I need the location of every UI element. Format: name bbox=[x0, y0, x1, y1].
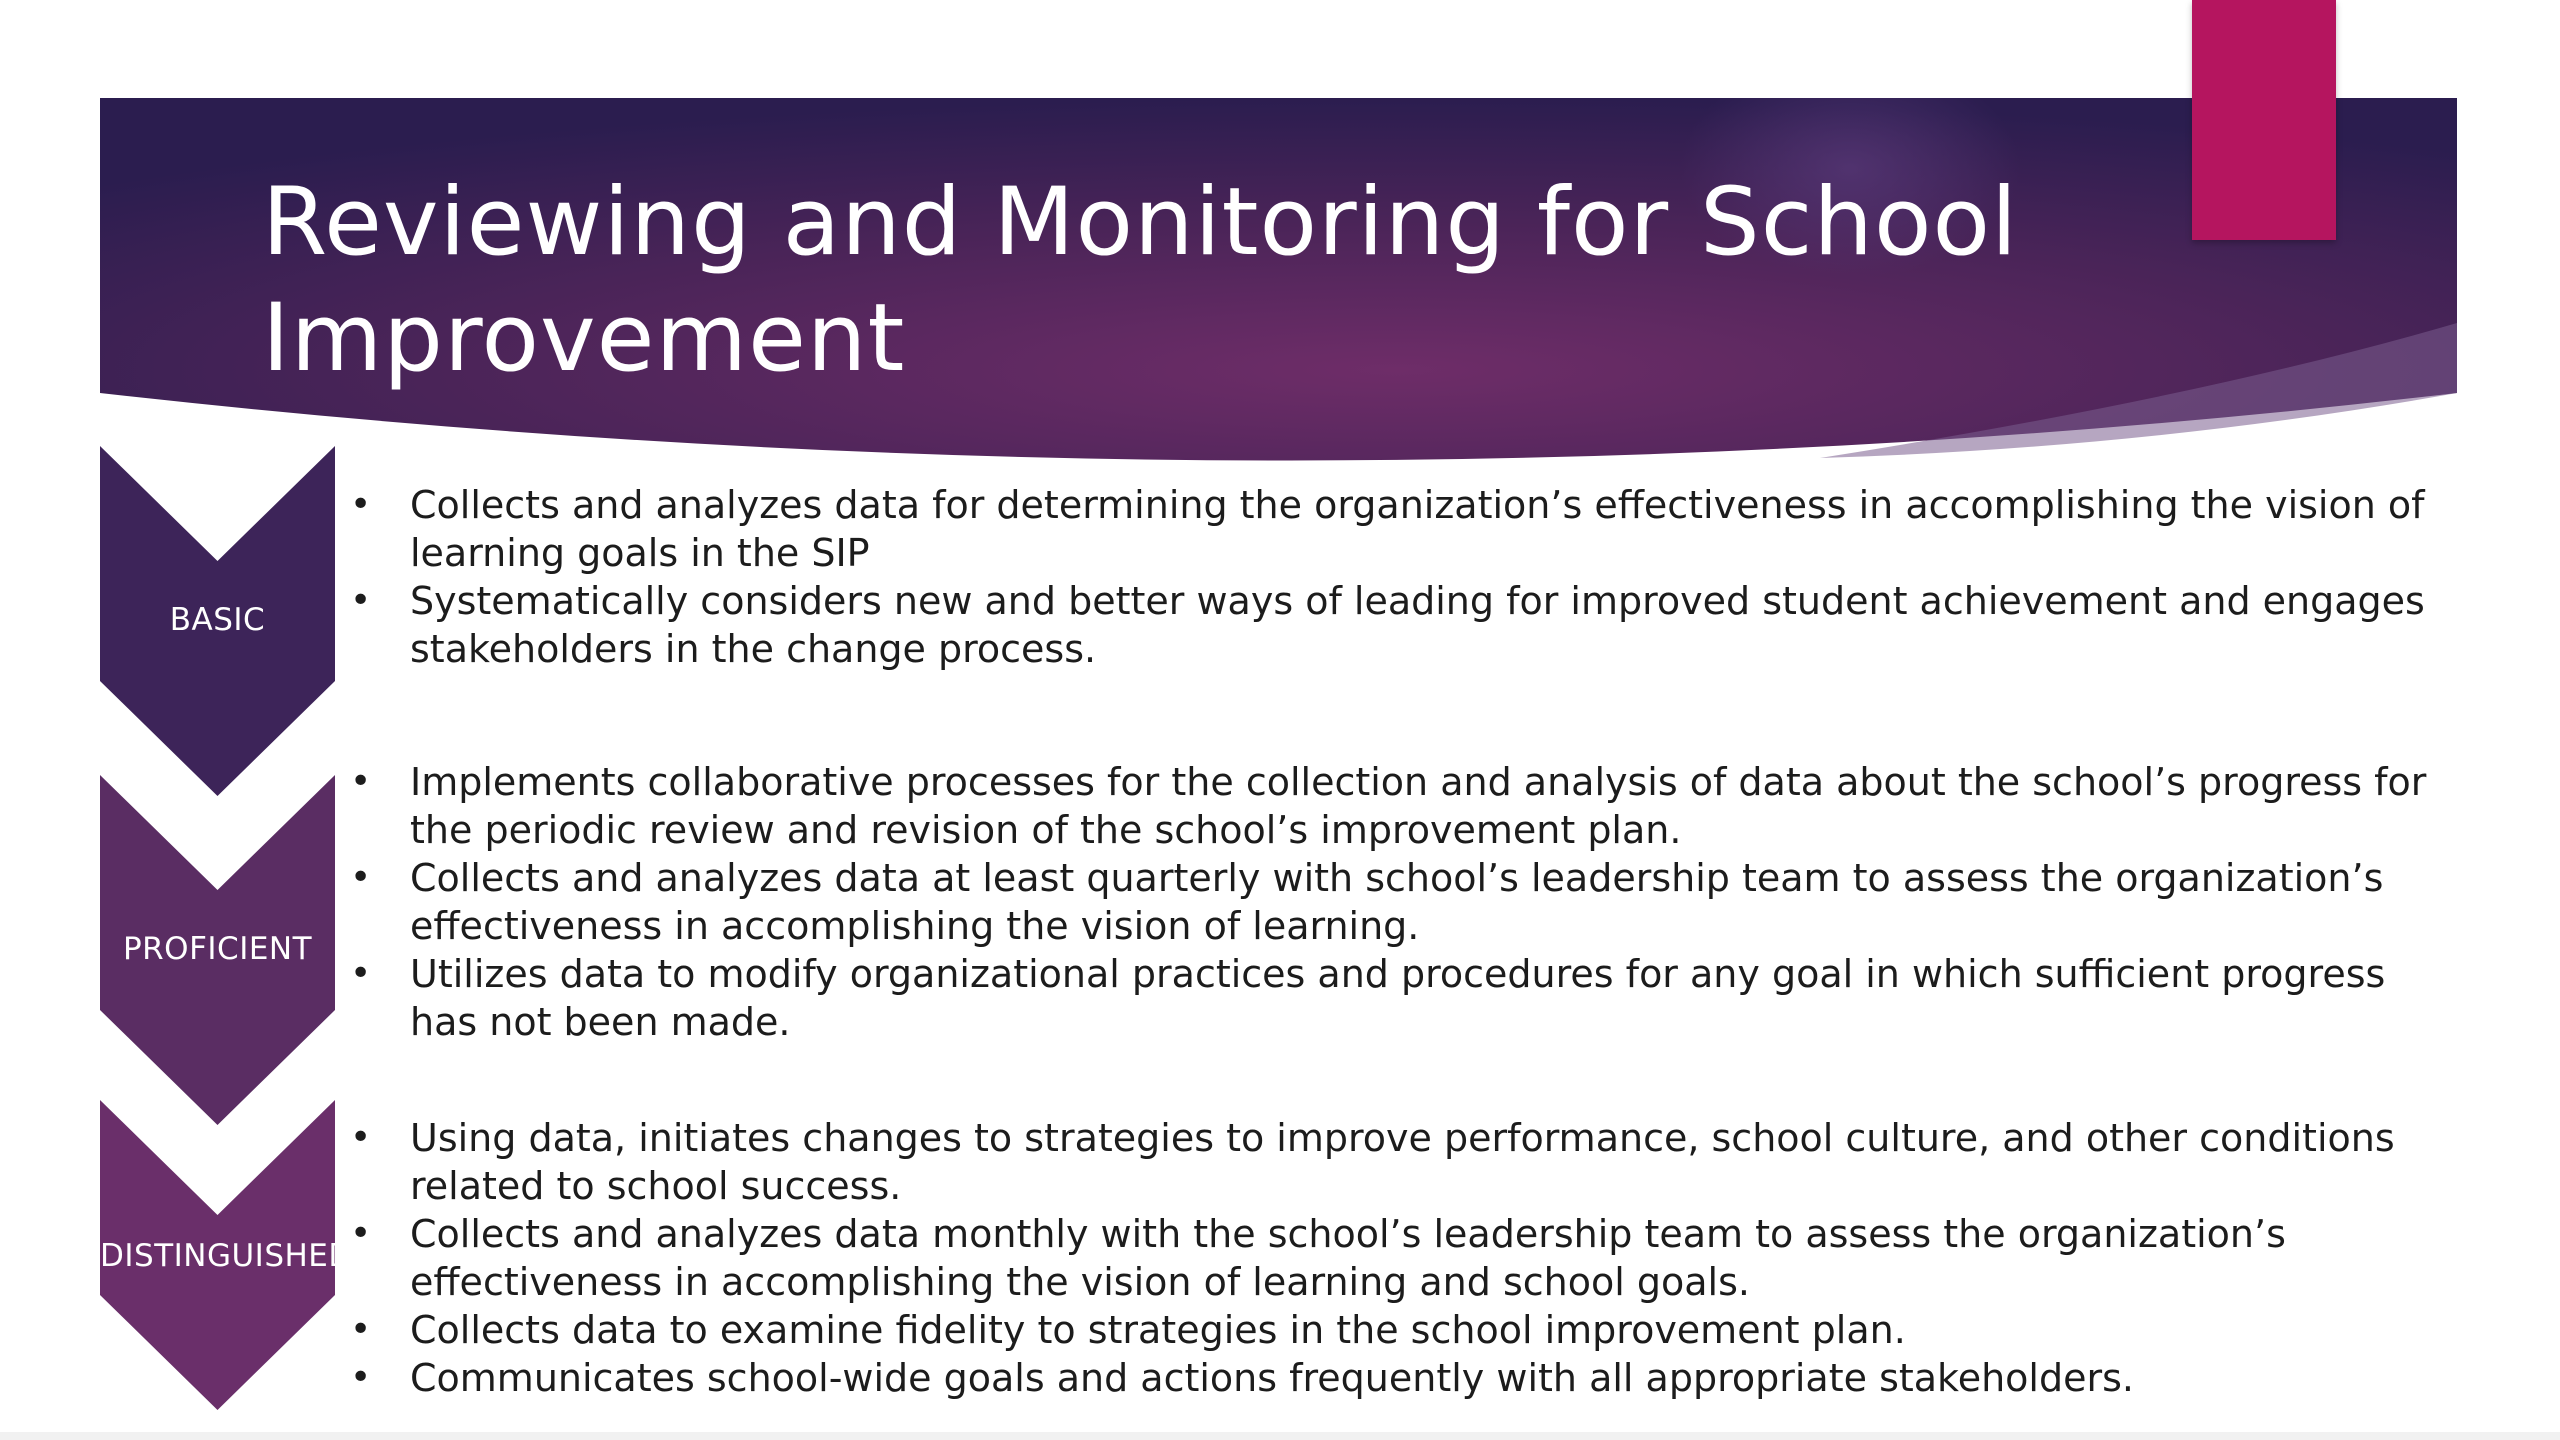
level-chevron-distinguished bbox=[100, 1100, 353, 1410]
bullet-text: Collects and analyzes data at least quarterly with school’s leadership team to assess the organization’s effectiveness in accomplishing the vision of learning. bbox=[410, 856, 2384, 948]
bottom-rule bbox=[0, 1432, 2560, 1440]
bullet-text: Using data, initiates changes to strategies to improve performance, school culture, and other conditions related to school success. bbox=[410, 1116, 2395, 1208]
bullet-dot-icon: • bbox=[350, 580, 372, 621]
bullet-dot-icon: • bbox=[350, 761, 372, 802]
bullet-list-basic bbox=[345, 481, 2435, 673]
level-label-proficient: PROFICIENT bbox=[122, 931, 313, 967]
bullet-item bbox=[345, 950, 2435, 1046]
bullet-item bbox=[345, 1210, 2435, 1306]
bullet-text: Collects data to examine fidelity to strategies in the school improvement plan. bbox=[410, 1308, 1906, 1352]
bullet-item bbox=[345, 481, 2435, 577]
level-chevron-basic bbox=[100, 446, 335, 796]
bullet-text: Systematically considers new and better ways of leading for improved student achievement and engages stakeholders in the change process. bbox=[410, 579, 2425, 671]
bullet-item bbox=[345, 1114, 2435, 1210]
bullet-text: Collects and analyzes data monthly with the school’s leadership team to assess the organization’s effectiveness in accomplishing the vision of learning and school goals. bbox=[410, 1212, 2286, 1304]
bullet-dot-icon: • bbox=[350, 484, 372, 525]
bullet-dot-icon: • bbox=[350, 1357, 372, 1398]
bullet-dot-icon: • bbox=[350, 1309, 372, 1350]
bullet-text: Collects and analyzes data for determining the organization’s effectiveness in accomplishing the vision of learning goals in the SIP bbox=[410, 483, 2425, 575]
slide-title: Reviewing and Monitoring for School Improvement bbox=[262, 168, 2019, 393]
bullet-text: Utilizes data to modify organizational practices and procedures for any goal in which sufficient progress has not been made. bbox=[410, 952, 2386, 1044]
bullet-item bbox=[345, 1354, 2435, 1402]
bullet-list-distinguished bbox=[345, 1114, 2435, 1402]
bullet-text: Implements collaborative processes for the collection and analysis of data about the school’s progress for the periodic review and revision of the school’s improvement plan. bbox=[410, 760, 2427, 852]
bullet-dot-icon: • bbox=[350, 1117, 372, 1158]
bullet-item bbox=[345, 758, 2435, 854]
bullet-dot-icon: • bbox=[350, 1213, 372, 1254]
level-chevron-proficient bbox=[100, 775, 335, 1125]
bullet-item bbox=[345, 577, 2435, 673]
bullet-item bbox=[345, 854, 2435, 950]
level-label-basic: BASIC bbox=[169, 602, 266, 638]
level-label-distinguished: DISTINGUISHED bbox=[100, 1238, 353, 1274]
bullet-dot-icon: • bbox=[350, 953, 372, 994]
bullet-item bbox=[345, 1306, 2435, 1354]
accent-tab bbox=[2192, 0, 2336, 240]
bullet-text: Communicates school-wide goals and actions frequently with all appropriate stakeholders. bbox=[410, 1356, 2134, 1400]
bullet-dot-icon: • bbox=[350, 857, 372, 898]
bullet-list-proficient bbox=[345, 758, 2435, 1046]
